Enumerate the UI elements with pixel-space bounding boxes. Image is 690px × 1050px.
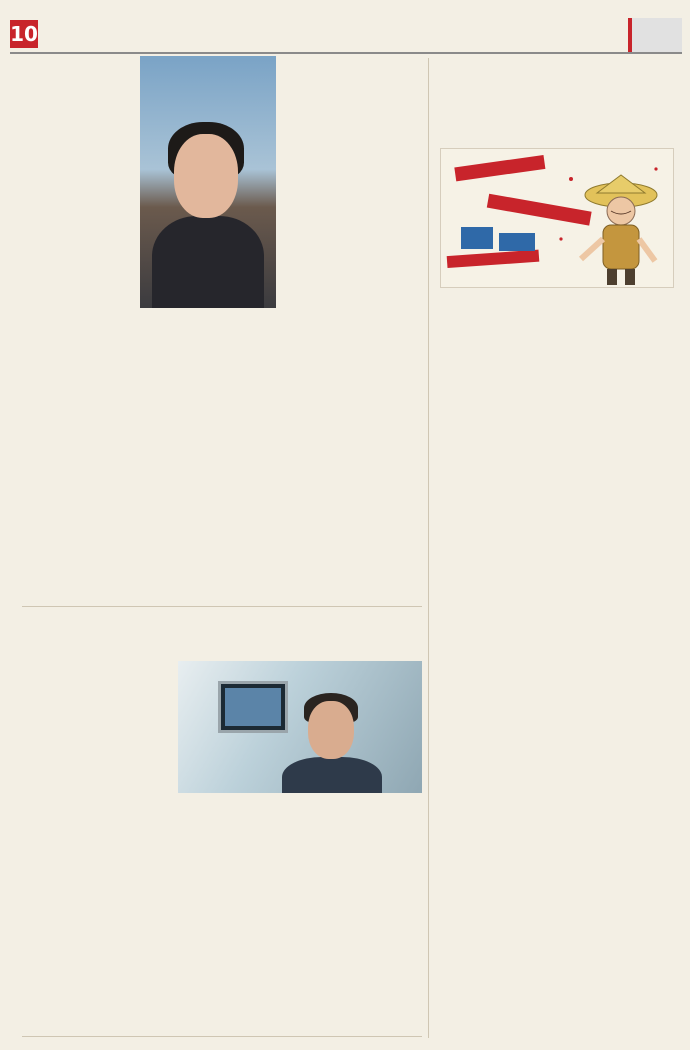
- section-divider: [22, 606, 422, 607]
- cartoon-illustration: [440, 148, 674, 288]
- cartoon-svg: [441, 149, 673, 287]
- article3-column-1: [436, 322, 554, 325]
- header-rule: [10, 52, 682, 54]
- portrait-photo: [140, 56, 276, 308]
- article3-column-2: [562, 322, 680, 325]
- page-number: 10: [10, 22, 38, 46]
- bottom-rule: [22, 1036, 422, 1037]
- page-header: [10, 18, 682, 50]
- computer-monitor: [218, 681, 288, 733]
- section-label: [628, 18, 682, 52]
- portrait-photo-2: [178, 661, 422, 793]
- column-divider: [428, 58, 429, 1038]
- issue-meta: [562, 30, 586, 39]
